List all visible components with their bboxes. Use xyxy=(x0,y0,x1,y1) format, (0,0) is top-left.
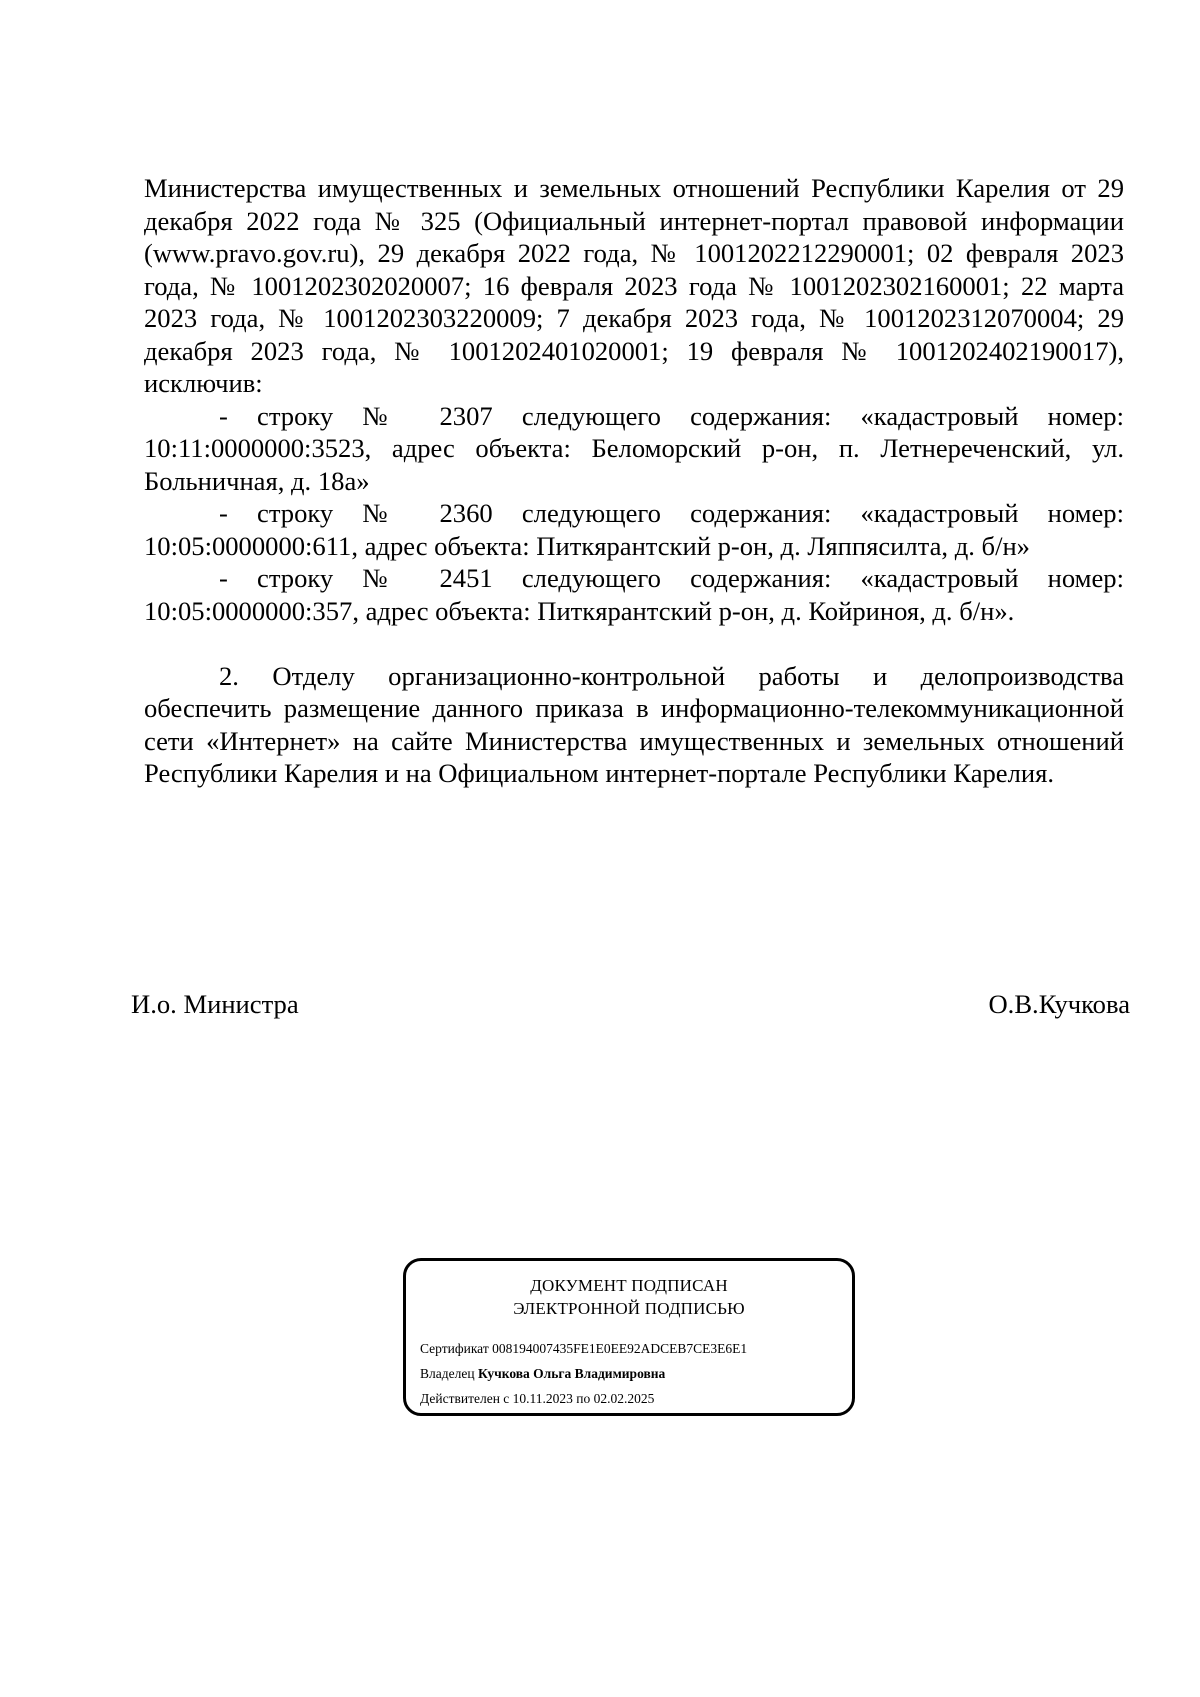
stamp-certificate-line xyxy=(420,1336,842,1361)
valid-to: 02.02.2025 xyxy=(593,1391,655,1406)
document-body xyxy=(144,172,1124,790)
stamp-details xyxy=(420,1336,842,1411)
signatory-position: И.о. Министра xyxy=(131,989,299,1019)
paragraph-amendments: Министерства имущественных и земельных отношений Республики Карелия от 29 декабря 2022 года № 325 (Официальный интернет-портал правовой информации (www.pravo.gov.ru), 29 декабря 2022 года, № 1001202212290001; 02 февраля 2023 года, № 1001202302020007; 16 февраля 2023 года № 1001202302160001; 22 марта 2023 года, № 1001202303220009; 7 декабря 2023 года, № 1001202312070004; 29 декабря 2023 года, № 1001202401020001; 19 февраля № 1001202402190017), исключив: xyxy=(144,173,1124,398)
list-item-row-2360: - строку № 2360 следующего содержания: «кадастровый номер: 10:05:0000000:611, адрес объекта: Питкярантский р-он, д. Ляппясилта, д. б/н» xyxy=(144,498,1124,561)
certificate-value: 008194007435FE1E0EE92ADCEB7CE3E6E1 xyxy=(492,1341,748,1356)
paragraph-spacer xyxy=(144,627,1124,660)
list-item-row-2451: - строку № 2451 следующего содержания: «кадастровый номер: 10:05:0000000:357, адрес объекта: Питкярантский р-он, д. Койриноя, д. б/н». xyxy=(144,563,1124,626)
stamp-owner-line xyxy=(420,1361,842,1386)
valid-to-label: по xyxy=(576,1391,591,1406)
valid-from: 10.11.2023 xyxy=(512,1391,573,1406)
owner-value: Кучкова Ольга Владимировна xyxy=(477,1366,666,1381)
stamp-title xyxy=(406,1274,852,1320)
signatory-name: О.В.Кучкова xyxy=(988,989,1130,1019)
stamp-title-line-1: ДОКУМЕНТ ПОДПИСАН xyxy=(530,1276,728,1295)
owner-label: Владелец xyxy=(420,1366,475,1381)
valid-label: Действителен с xyxy=(420,1391,510,1406)
electronic-signature-stamp xyxy=(403,1258,855,1416)
certificate-label: Сертификат xyxy=(420,1341,489,1356)
stamp-validity-line xyxy=(420,1386,842,1411)
list-item-row-2307: - строку № 2307 следующего содержания: «кадастровый номер: 10:11:0000000:3523, адрес объекта: Беломорский р-он, п. Летнереченский, ул. Больничная, д. 18а» xyxy=(144,400,1124,496)
paragraph-publication: 2. Отделу организационно-контрольной работы и делопроизводства обеспечить размещение данного приказа в информационно-телекоммуникационной сети «Интернет» на сайте Министерства имущественных и земельных отношений Республики Карелия и на Официальном интернет-портале Республики Карелия. xyxy=(144,660,1124,788)
stamp-title-line-2: ЭЛЕКТРОННОЙ ПОДПИСЬЮ xyxy=(513,1299,745,1318)
